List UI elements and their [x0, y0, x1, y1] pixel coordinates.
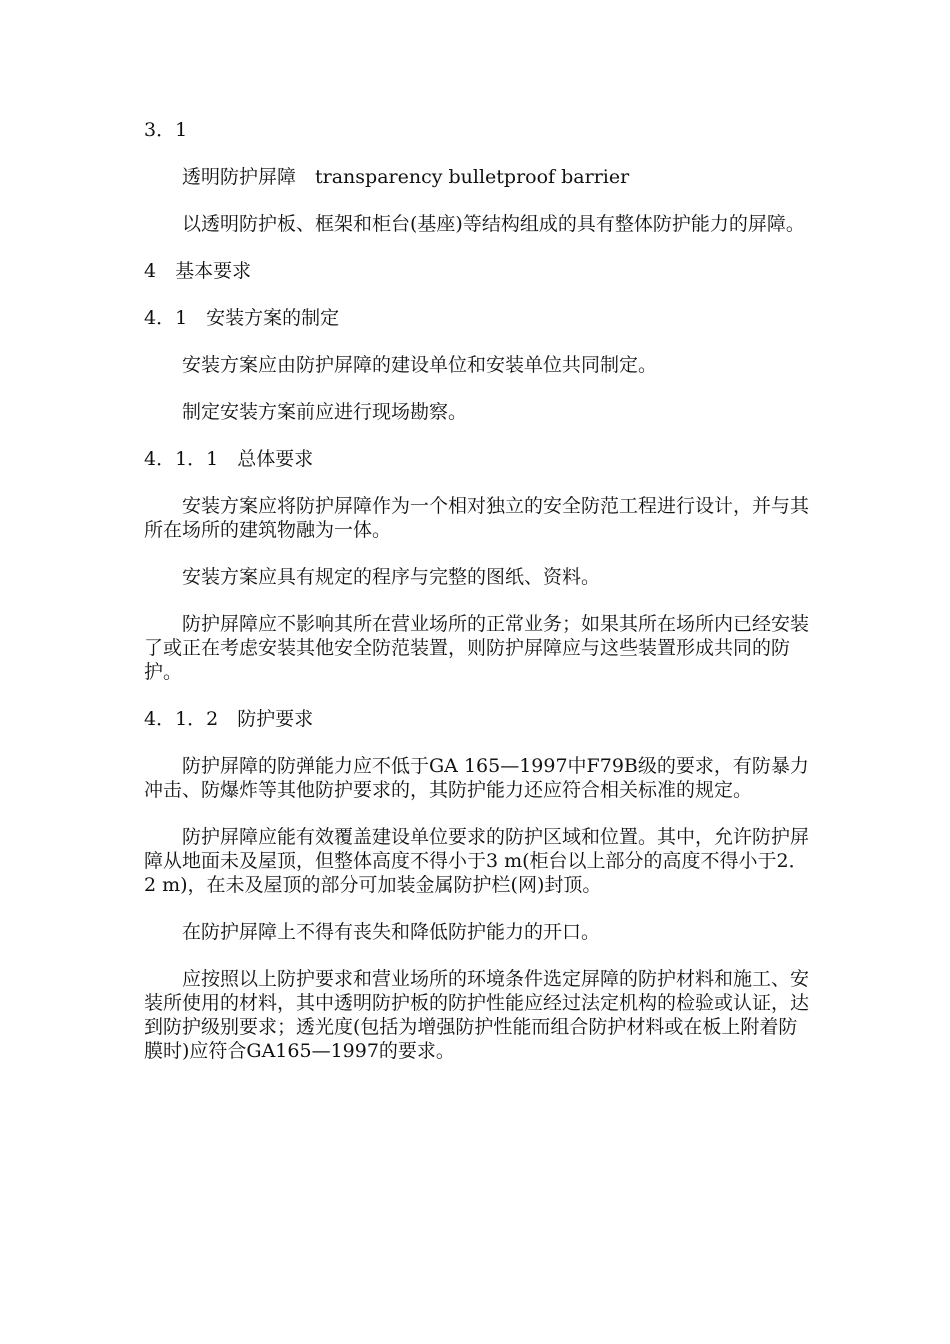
- term-definition: 以透明防护板、框架和柜台(基座)等结构组成的具有整体防护能力的屏障。: [182, 213, 805, 235]
- document-page: [144, 118, 812, 1063]
- paragraph-4-1-2-c: 在防护屏障上不得有丧失和降低防护能力的开口。: [182, 921, 601, 943]
- paragraph-4-1-a: 安装方案应由防护屏障的建设单位和安装单位共同制定。: [182, 354, 658, 376]
- section-heading-4-1-2: 4．1．2 防护要求: [144, 708, 314, 730]
- paragraph-4-1-2-a: 防护屏障的防弹能力应不低于GA 165—1997中F79B级的要求，有防暴力冲击、防爆炸等其他防护要求的，其防护能力还应符合相关标准的规定。: [144, 755, 809, 801]
- paragraph-4-1-b: 制定安装方案前应进行现场勘察。: [182, 401, 468, 423]
- term-heading: 透明防护屏障 transparency bulletproof barrier: [182, 166, 630, 188]
- paragraph-4-1-1-b: 安装方案应具有规定的程序与完整的图纸、资料。: [182, 566, 601, 588]
- section-heading-4-1-1: 4．1．1 总体要求: [144, 448, 314, 470]
- section-heading-4-1: 4．1 安装方案的制定: [144, 307, 340, 329]
- paragraph-4-1-2-b: 防护屏障应能有效覆盖建设单位要求的防护区域和位置。其中，允许防护屏障从地面未及屋顶，但整体高度不得小于3 m(柜台以上部分的高度不得小于2．2 m)，在未及屋顶的部分可加装金属防护栏(网)封顶。: [144, 826, 810, 896]
- clause-number-3-1: 3．1: [144, 119, 188, 141]
- paragraph-4-1-1-a: 安装方案应将防护屏障作为一个相对独立的安全防范工程进行设计，并与其所在场所的建筑物融为一体。: [144, 495, 810, 541]
- paragraph-4-1-1-c: 防护屏障应不影响其所在营业场所的正常业务；如果其所在场所内已经安装了或正在考虑安装其他安全防范装置，则防护屏障应与这些装置形成共同的防护。: [144, 613, 810, 683]
- section-heading-4: 4 基本要求: [144, 260, 252, 282]
- paragraph-4-1-2-d: 应按照以上防护要求和营业场所的环境条件选定屏障的防护材料和施工、安装所使用的材料，其中透明防护板的防护性能应经过法定机构的检验或认证，达到防护级别要求；透光度(包括为增强防护性能而组合防护材料或在板上附着防膜时)应符合GA165—1997的要求。: [144, 968, 810, 1062]
